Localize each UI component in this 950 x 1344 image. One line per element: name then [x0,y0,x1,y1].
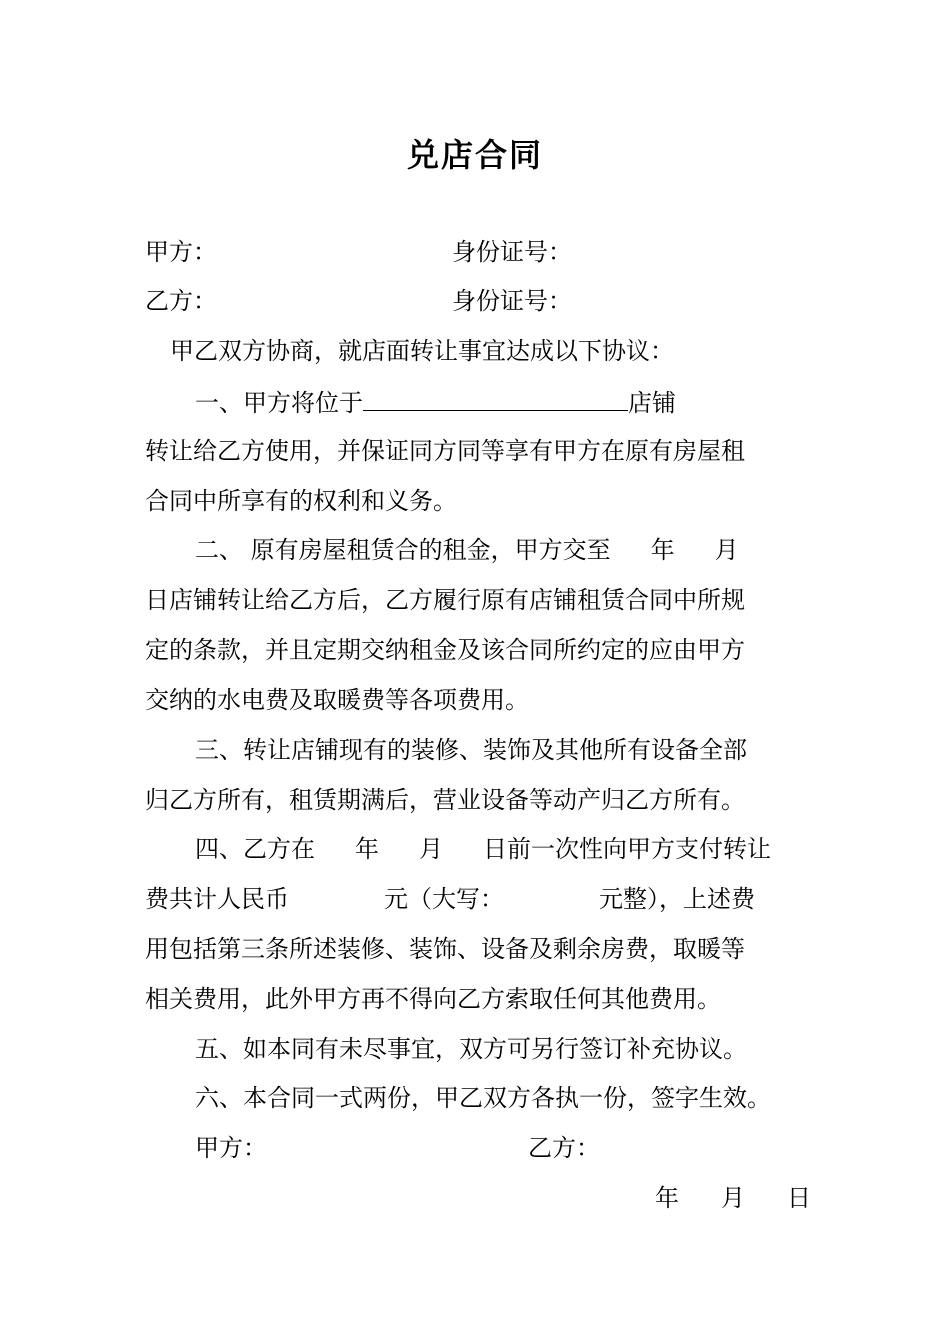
clause-1-prefix: 一、甲方将位于 [195,389,363,417]
clause-4-line-4: 相关费用，此外甲方再不得向乙方索取任何其他费用。 [145,985,721,1013]
date-month: 月 [721,1184,745,1212]
party-a-id-label: 身份证号： [452,238,572,266]
clause-4-amount-words-label: 元（大写： [384,885,504,913]
clause-2-line-2: 日店铺转让给乙方后，乙方履行原有店铺租赁合同中所规 [145,586,745,614]
party-a-label: 甲方： [145,238,217,266]
party-b-id-label: 身份证号： [452,287,572,315]
document-title: 兑店合同 [406,136,543,174]
signature-party-a: 甲方： [195,1134,267,1162]
shop-location-blank [363,384,628,411]
clause-4-year: 年 [355,835,379,863]
clause-4-month: 月 [419,835,443,863]
signature-date [655,1181,811,1215]
intro-paragraph: 甲乙双方协商，就店面转让事宜达成以下协议： [170,337,674,365]
clause-3-line-1: 三、转让店铺现有的装修、装饰及其他所有设备全部 [195,736,747,764]
clause-3-line-2: 归乙方所有，租赁期满后，营业设备等动产归乙方所有。 [145,786,745,814]
clause-2-text: 二、 原有房屋租赁合的租金，甲方交至 [195,536,611,564]
party-b-label: 乙方： [145,287,217,315]
date-day: 日 [787,1184,811,1212]
clause-2-line-3: 定的条款，并且定期交纳租金及该合同所约定的应由甲方 [145,636,745,664]
clause-6: 六、本合同一式两份，甲乙双方各执一份，签字生效。 [195,1084,771,1112]
clause-1-line-3: 合同中所享有的权利和义务。 [145,487,457,515]
clause-4-line-1 [195,832,815,866]
clause-2-line-4: 交纳的水电费及取暖费等各项费用。 [145,686,529,714]
clause-2-line-1 [195,533,815,567]
clause-4-line-2 [145,882,815,916]
clause-4-rest: 日前一次性向甲方支付转让 [483,835,771,863]
clause-4-line-3: 用包括第三条所述装修、装饰、设备及剩余房费，取暖等 [145,935,745,963]
clause-1-line-2: 转让给乙方使用，并保证同方同等享有甲方在原有房屋租 [145,437,745,465]
clause-4-amount-end: 元整），上述费 [599,885,755,913]
clause-5: 五、如本同有未尽事宜，双方可另行签订补充协议。 [195,1035,747,1063]
clause-4-amount-label: 费共计人民币 [145,885,289,913]
date-year: 年 [655,1184,679,1212]
clause-2-month: 月 [714,536,739,564]
signature-party-b: 乙方： [528,1134,600,1162]
clause-1-suffix: 店铺 [628,389,676,417]
clause-1-line-1 [195,384,815,420]
clause-2-year: 年 [650,536,675,564]
clause-4-prefix: 四、乙方在 [195,835,315,863]
